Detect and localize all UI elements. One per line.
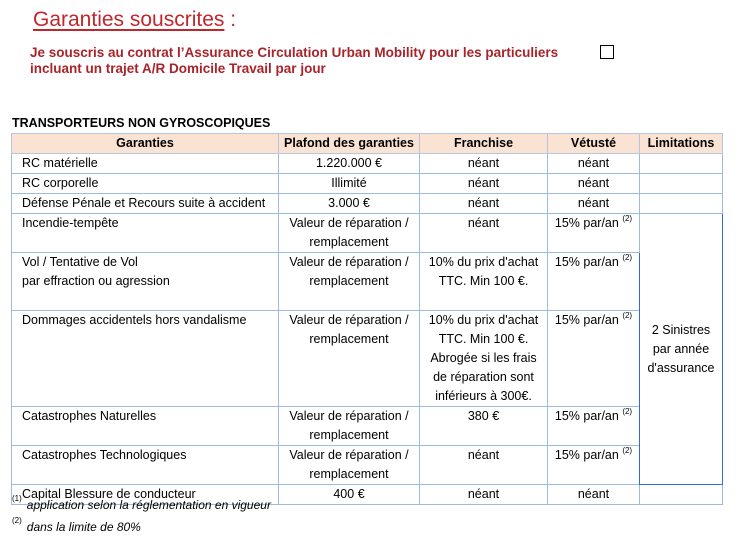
cell-plafond-line: remplacement [309, 235, 389, 249]
header-garanties: Garanties [12, 134, 279, 154]
footnote-ref: (2) [622, 253, 633, 262]
cell-franchise-line: néant [467, 216, 500, 230]
footnote-ref: (2) [622, 446, 633, 455]
cell-franchise [420, 194, 548, 214]
cell-garantie [12, 253, 279, 311]
cell-franchise [420, 174, 548, 194]
cell-franchise-line: TTC. Min 100 €. [438, 274, 529, 288]
cell-garantie-line: Incendie-tempête [22, 216, 119, 230]
cell-franchise-line: néant [467, 156, 500, 170]
cell-plafond [279, 446, 420, 485]
cell-garantie-line: Catastrophes Technologiques [22, 448, 187, 462]
cell-vetuste: 15% par/an $^{(2)}$ [548, 446, 640, 485]
cell-limitation [640, 214, 723, 485]
cell-franchise [420, 485, 548, 505]
cell-vetuste: 15% par/an $^{(2)}$ [548, 407, 640, 446]
cell-garantie-line: par effraction ou agression [22, 274, 170, 288]
cell-plafond [279, 154, 420, 174]
table-row [12, 174, 723, 194]
cell-plafond-line: Illimité [331, 176, 367, 190]
page-title: Garanties souscrites : [33, 8, 237, 31]
cell-garantie-line: Dommages accidentels hors vandalisme [22, 313, 247, 327]
cell-plafond-line: Valeur de réparation / [289, 409, 409, 423]
cell-franchise [420, 407, 548, 446]
subscription-line-1: Je souscris au contrat l’Assurance Circulation Urban Mobility pour les particuliers [30, 45, 559, 60]
table-row [12, 194, 723, 214]
cell-franchise-line: 10% du prix d'achat [428, 313, 539, 327]
cell-garantie [12, 154, 279, 174]
cell-franchise [420, 446, 548, 485]
cell-franchise-line: néant [467, 448, 500, 462]
cell-franchise-line: 380 € [467, 409, 500, 423]
cell-vetuste: néant [548, 485, 640, 505]
cell-plafond [279, 407, 420, 446]
header-plafond: Plafond des garanties [279, 134, 420, 154]
subscription-line-2: incluant un trajet A/R Domicile Travail par jour [30, 61, 326, 76]
footnote-ref: (2) [622, 407, 633, 416]
cell-vetuste: néant [548, 154, 640, 174]
cell-franchise-line: Abrogée si les frais [430, 351, 537, 365]
table-row [12, 446, 723, 485]
cell-franchise-line: néant [467, 196, 500, 210]
cell-plafond-line: Valeur de réparation / [289, 313, 409, 327]
cell-garantie [12, 311, 279, 407]
table-row [12, 214, 723, 253]
cell-plafond-line: 1.220.000 € [315, 156, 383, 170]
cell-plafond [279, 194, 420, 214]
cell-vetuste: néant [548, 194, 640, 214]
table-row [12, 253, 723, 311]
cell-plafond-line: remplacement [309, 274, 389, 288]
cell-garantie [12, 407, 279, 446]
header-vetuste: Vétusté [548, 134, 640, 154]
cell-vetuste: 15% par/an $^{(2)}$ [548, 214, 640, 253]
cell-franchise-line: inférieurs à 300€. [435, 389, 532, 403]
cell-plafond-line: Valeur de réparation / [289, 448, 409, 462]
cell-plafond-line: Valeur de réparation / [289, 216, 409, 230]
cell-garantie [12, 446, 279, 485]
cell-franchise [420, 154, 548, 174]
cell-franchise-line: néant [467, 487, 500, 501]
cell-garantie [12, 194, 279, 214]
cell-plafond [279, 253, 420, 311]
cell-garantie-line: RC corporelle [22, 176, 99, 190]
subscription-statement [30, 45, 600, 77]
cell-plafond [279, 311, 420, 407]
cell-plafond [279, 174, 420, 194]
cell-plafond-line: remplacement [309, 332, 389, 346]
cell-garantie-line: Capital Blessure de conducteur [22, 487, 196, 501]
cell-plafond-line: remplacement [309, 428, 389, 442]
table-row [12, 311, 723, 407]
limitation-line: 2 Sinistres [651, 322, 711, 337]
cell-plafond [279, 214, 420, 253]
footnote-ref: (2) [622, 214, 633, 223]
cell-vetuste: néant [548, 174, 640, 194]
header-franchise: Franchise [420, 134, 548, 154]
cell-plafond-line: remplacement [309, 467, 389, 481]
subscription-checkbox[interactable] [600, 45, 614, 59]
cell-plafond-line: 3.000 € [328, 196, 370, 210]
cell-plafond-line: 400 € [333, 487, 365, 501]
cell-franchise-line: TTC. Min 100 €. [438, 332, 529, 346]
footnote-ref: (2) [622, 311, 633, 320]
cell-limitation-empty [640, 194, 723, 214]
cell-franchise [420, 214, 548, 253]
cell-plafond-line: Valeur de réparation / [289, 255, 409, 269]
cell-garantie-line: Défense Pénale et Recours suite à accident [22, 196, 266, 210]
footnote-1: $^{(1)}$ application selon la réglementation en vigueur [12, 494, 271, 512]
limitation-line: d'assurance [647, 360, 715, 375]
cell-vetuste: 15% par/an $^{(2)}$ [548, 253, 640, 311]
cell-limitation-empty [640, 174, 723, 194]
table-row [12, 407, 723, 446]
cell-franchise-line: 10% du prix d'achat [428, 255, 539, 269]
cell-franchise [420, 311, 548, 407]
cell-franchise-line: néant [467, 176, 500, 190]
header-limitations: Limitations [640, 134, 723, 154]
cell-garantie [12, 214, 279, 253]
guarantees-table [11, 133, 723, 505]
table-row [12, 154, 723, 174]
footnotes [12, 494, 271, 538]
footnote-2: $^{(2)}$ dans la limite de 80% [12, 516, 141, 534]
cell-garantie-line: RC matérielle [22, 156, 98, 170]
section-title: TRANSPORTEURS NON GYROSCOPIQUES [12, 116, 271, 130]
cell-vetuste: 15% par/an $^{(2)}$ [548, 311, 640, 407]
cell-limitation-empty [640, 485, 723, 505]
cell-franchise-line: de réparation sont [433, 370, 534, 384]
table-header-row [12, 134, 723, 154]
cell-limitation-empty [640, 154, 723, 174]
cell-garantie-line: Vol / Tentative de Vol [22, 255, 138, 269]
cell-franchise [420, 253, 548, 311]
cell-plafond [279, 485, 420, 505]
limitation-line: par année [652, 341, 710, 356]
cell-garantie [12, 174, 279, 194]
cell-garantie-line: Catastrophes Naturelles [22, 409, 157, 423]
